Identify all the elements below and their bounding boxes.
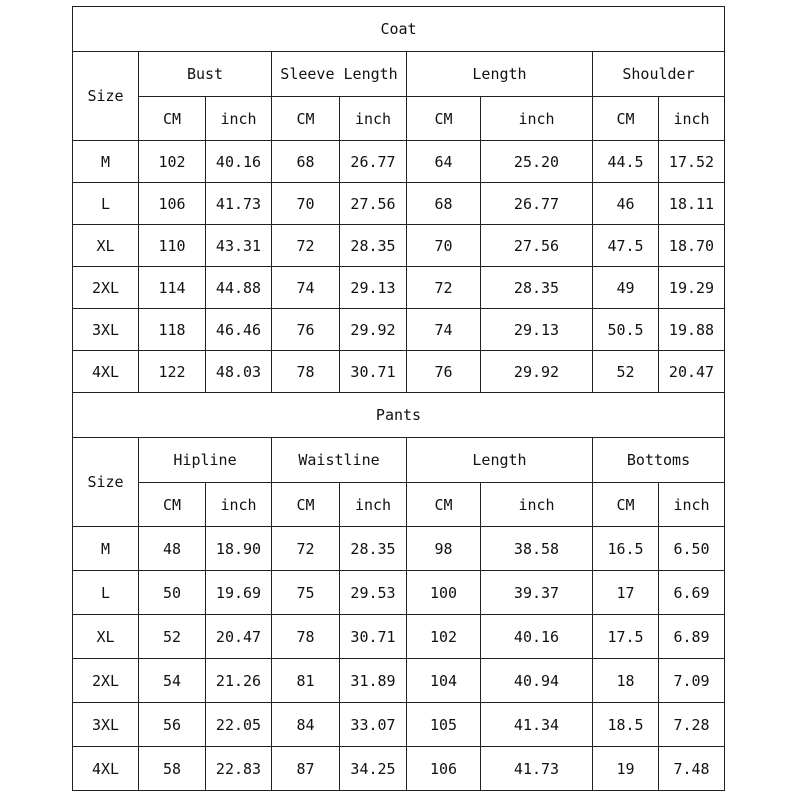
pants-value-cell: 22.83: [206, 747, 272, 791]
pants-table-row: [73, 659, 725, 703]
pants-value-cell: 28.35: [340, 527, 407, 571]
coat-value-cell: 18.11: [659, 183, 725, 225]
coat-table-row: [73, 183, 725, 225]
coat-value-cell: 17.52: [659, 141, 725, 183]
coat-size-cell: L: [73, 183, 139, 225]
coat-value-cell: 64: [407, 141, 481, 183]
coat-group-header: Sleeve Length: [272, 52, 407, 97]
pants-value-cell: 7.48: [659, 747, 725, 791]
pants-value-cell: 50: [139, 571, 206, 615]
coat-value-cell: 114: [139, 267, 206, 309]
coat-group-header: Length: [407, 52, 593, 97]
coat-group-header: Bust: [139, 52, 272, 97]
coat-size-cell: 3XL: [73, 309, 139, 351]
pants-value-cell: 7.28: [659, 703, 725, 747]
coat-value-cell: 72: [407, 267, 481, 309]
coat-value-cell: 74: [407, 309, 481, 351]
coat-value-cell: 52: [593, 351, 659, 393]
pants-value-cell: 18: [593, 659, 659, 703]
coat-table-row: [73, 309, 725, 351]
pants-value-cell: 84: [272, 703, 340, 747]
pants-unit-header: CM: [407, 483, 481, 527]
coat-size-cell: M: [73, 141, 139, 183]
pants-size-cell: M: [73, 527, 139, 571]
pants-value-cell: 40.94: [481, 659, 593, 703]
pants-unit-header: CM: [593, 483, 659, 527]
pants-table-row: [73, 703, 725, 747]
pants-value-cell: 54: [139, 659, 206, 703]
pants-group-header: Waistline: [272, 438, 407, 483]
pants-table-row: [73, 571, 725, 615]
coat-value-cell: 46: [593, 183, 659, 225]
coat-unit-header: CM: [139, 97, 206, 141]
coat-value-cell: 29.13: [481, 309, 593, 351]
pants-value-cell: 41.34: [481, 703, 593, 747]
size-chart-table: [72, 6, 725, 791]
pants-value-cell: 81: [272, 659, 340, 703]
coat-value-cell: 27.56: [481, 225, 593, 267]
pants-group-header: Bottoms: [593, 438, 725, 483]
coat-value-cell: 46.46: [206, 309, 272, 351]
pants-size-cell: L: [73, 571, 139, 615]
pants-unit-header: inch: [481, 483, 593, 527]
coat-value-cell: 19.29: [659, 267, 725, 309]
coat-value-cell: 44.88: [206, 267, 272, 309]
pants-value-cell: 6.50: [659, 527, 725, 571]
coat-size-cell: 4XL: [73, 351, 139, 393]
coat-value-cell: 20.47: [659, 351, 725, 393]
coat-unit-header: inch: [206, 97, 272, 141]
pants-value-cell: 19.69: [206, 571, 272, 615]
coat-value-cell: 78: [272, 351, 340, 393]
coat-value-cell: 25.20: [481, 141, 593, 183]
pants-unit-header: inch: [206, 483, 272, 527]
coat-value-cell: 122: [139, 351, 206, 393]
pants-value-cell: 22.05: [206, 703, 272, 747]
coat-value-cell: 50.5: [593, 309, 659, 351]
pants-unit-header: CM: [272, 483, 340, 527]
pants-size-cell: 3XL: [73, 703, 139, 747]
coat-table-row: [73, 225, 725, 267]
pants-value-cell: 102: [407, 615, 481, 659]
size-chart: [72, 6, 724, 791]
coat-size-cell: 2XL: [73, 267, 139, 309]
pants-group-header: Hipline: [139, 438, 272, 483]
coat-value-cell: 102: [139, 141, 206, 183]
coat-value-cell: 44.5: [593, 141, 659, 183]
pants-value-cell: 105: [407, 703, 481, 747]
pants-value-cell: 98: [407, 527, 481, 571]
pants-size-header: Size: [73, 438, 139, 527]
coat-value-cell: 68: [272, 141, 340, 183]
coat-value-cell: 28.35: [340, 225, 407, 267]
coat-unit-header: inch: [340, 97, 407, 141]
coat-value-cell: 28.35: [481, 267, 593, 309]
coat-value-cell: 40.16: [206, 141, 272, 183]
pants-title-row: [73, 393, 725, 438]
pants-unit-header: inch: [659, 483, 725, 527]
pants-size-cell: 4XL: [73, 747, 139, 791]
coat-value-cell: 70: [272, 183, 340, 225]
pants-size-cell: XL: [73, 615, 139, 659]
pants-value-cell: 41.73: [481, 747, 593, 791]
coat-unit-header: CM: [272, 97, 340, 141]
coat-table-row: [73, 267, 725, 309]
pants-value-cell: 17: [593, 571, 659, 615]
coat-value-cell: 19.88: [659, 309, 725, 351]
pants-value-cell: 19: [593, 747, 659, 791]
pants-value-cell: 48: [139, 527, 206, 571]
coat-unit-header: CM: [593, 97, 659, 141]
coat-value-cell: 29.92: [340, 309, 407, 351]
pants-title: Pants: [73, 393, 725, 438]
coat-value-cell: 26.77: [481, 183, 593, 225]
pants-value-cell: 39.37: [481, 571, 593, 615]
pants-unit-header-row: [73, 483, 725, 527]
coat-unit-header: inch: [659, 97, 725, 141]
coat-unit-header: inch: [481, 97, 593, 141]
coat-value-cell: 74: [272, 267, 340, 309]
coat-value-cell: 110: [139, 225, 206, 267]
pants-value-cell: 78: [272, 615, 340, 659]
coat-value-cell: 29.13: [340, 267, 407, 309]
pants-value-cell: 17.5: [593, 615, 659, 659]
pants-value-cell: 104: [407, 659, 481, 703]
coat-value-cell: 70: [407, 225, 481, 267]
pants-value-cell: 34.25: [340, 747, 407, 791]
pants-value-cell: 6.89: [659, 615, 725, 659]
coat-value-cell: 18.70: [659, 225, 725, 267]
pants-value-cell: 30.71: [340, 615, 407, 659]
coat-size-header: Size: [73, 52, 139, 141]
pants-unit-header: CM: [139, 483, 206, 527]
coat-value-cell: 76: [272, 309, 340, 351]
coat-unit-header: CM: [407, 97, 481, 141]
coat-value-cell: 106: [139, 183, 206, 225]
pants-value-cell: 31.89: [340, 659, 407, 703]
coat-value-cell: 118: [139, 309, 206, 351]
coat-group-header-row: [73, 52, 725, 97]
pants-value-cell: 56: [139, 703, 206, 747]
coat-value-cell: 68: [407, 183, 481, 225]
pants-value-cell: 106: [407, 747, 481, 791]
pants-group-header-row: [73, 438, 725, 483]
pants-value-cell: 72: [272, 527, 340, 571]
pants-value-cell: 29.53: [340, 571, 407, 615]
coat-title: Coat: [73, 7, 725, 52]
coat-table-row: [73, 351, 725, 393]
coat-value-cell: 47.5: [593, 225, 659, 267]
coat-table-row: [73, 141, 725, 183]
pants-value-cell: 38.58: [481, 527, 593, 571]
coat-size-cell: XL: [73, 225, 139, 267]
pants-table-row: [73, 615, 725, 659]
coat-value-cell: 26.77: [340, 141, 407, 183]
coat-title-row: [73, 7, 725, 52]
coat-value-cell: 29.92: [481, 351, 593, 393]
coat-value-cell: 41.73: [206, 183, 272, 225]
pants-value-cell: 16.5: [593, 527, 659, 571]
coat-value-cell: 48.03: [206, 351, 272, 393]
pants-value-cell: 6.69: [659, 571, 725, 615]
pants-value-cell: 33.07: [340, 703, 407, 747]
coat-unit-header-row: [73, 97, 725, 141]
coat-value-cell: 27.56: [340, 183, 407, 225]
pants-value-cell: 18.5: [593, 703, 659, 747]
pants-value-cell: 21.26: [206, 659, 272, 703]
coat-value-cell: 49: [593, 267, 659, 309]
pants-value-cell: 20.47: [206, 615, 272, 659]
pants-group-header: Length: [407, 438, 593, 483]
pants-value-cell: 58: [139, 747, 206, 791]
pants-value-cell: 18.90: [206, 527, 272, 571]
pants-value-cell: 7.09: [659, 659, 725, 703]
pants-value-cell: 75: [272, 571, 340, 615]
coat-value-cell: 30.71: [340, 351, 407, 393]
coat-value-cell: 76: [407, 351, 481, 393]
pants-table-row: [73, 527, 725, 571]
pants-value-cell: 40.16: [481, 615, 593, 659]
pants-value-cell: 100: [407, 571, 481, 615]
pants-value-cell: 52: [139, 615, 206, 659]
coat-group-header: Shoulder: [593, 52, 725, 97]
pants-size-cell: 2XL: [73, 659, 139, 703]
pants-unit-header: inch: [340, 483, 407, 527]
coat-value-cell: 43.31: [206, 225, 272, 267]
coat-value-cell: 72: [272, 225, 340, 267]
pants-table-row: [73, 747, 725, 791]
pants-value-cell: 87: [272, 747, 340, 791]
